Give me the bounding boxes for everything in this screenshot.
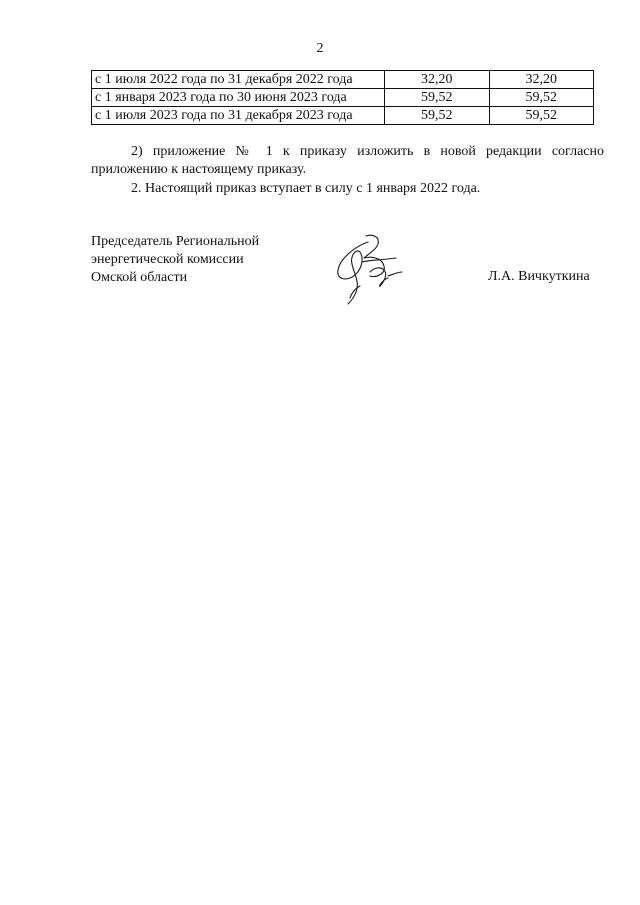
value-cell: 59,52 [385, 107, 490, 125]
table-row [92, 71, 594, 89]
value-cell: 59,52 [385, 89, 490, 107]
value-cell: 59,52 [489, 89, 594, 107]
table-row [92, 89, 594, 107]
paragraph-effective-date: 2. Настоящий приказ вступает в силу с 1 января 2022 года. [131, 181, 481, 196]
signer-title-line: Омской области [91, 270, 188, 285]
signer-title [91, 233, 259, 287]
period-cell: с 1 июля 2022 года по 31 декабря 2022 года [92, 71, 385, 89]
value-cell: 32,20 [489, 71, 594, 89]
handwritten-signature-icon [326, 228, 416, 308]
value-cell: 59,52 [489, 107, 594, 125]
period-cell: с 1 июля 2023 года по 31 декабря 2023 года [92, 107, 385, 125]
table-row [92, 107, 594, 125]
signer-name: Л.А. Вичкуткина [488, 269, 590, 284]
period-cell: с 1 января 2023 года по 30 июня 2023 года [92, 89, 385, 107]
value-cell: 32,20 [385, 71, 490, 89]
paragraph-amendment: 2) приложение № 1 к приказу изложить в новой редакции согласно приложению к настоящему приказу. [91, 144, 604, 177]
tariff-table [91, 70, 594, 125]
signer-title-line: Председатель Региональной [91, 234, 260, 249]
page-number: 2 [316, 41, 324, 56]
signer-title-line: энергетической комиссии [91, 252, 244, 267]
